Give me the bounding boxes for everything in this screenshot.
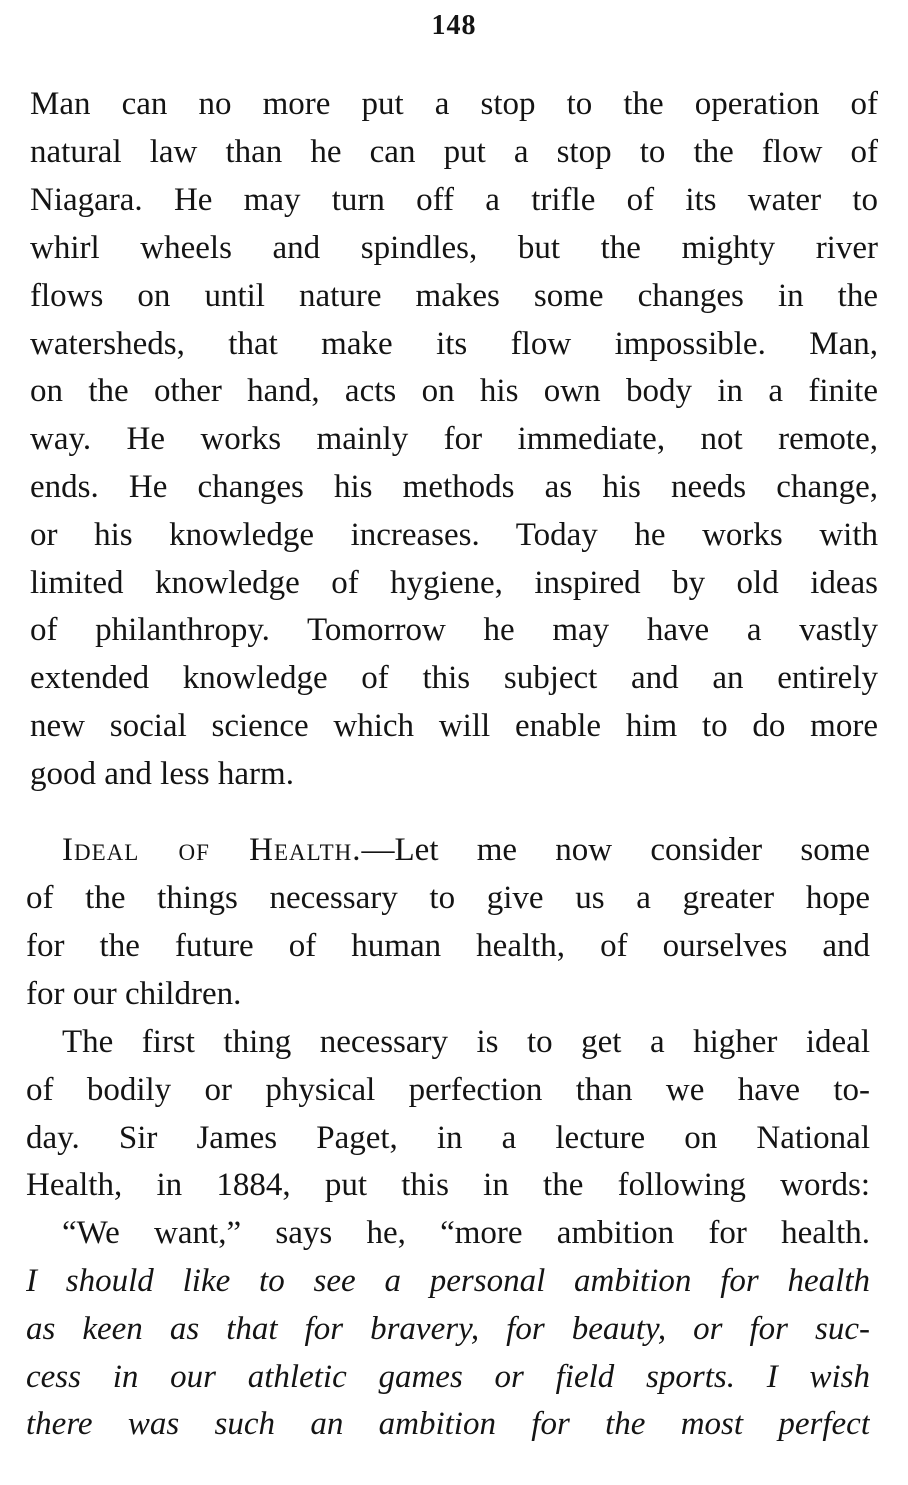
section-lead-text: Let me now consider some <box>394 832 870 868</box>
section-heading: Ideal of Health. <box>62 832 362 868</box>
text-line: of bodily or physical perfection than we have to- <box>26 1072 870 1108</box>
quote-first-line: “We want,” says he, “more ambition for health. <box>62 1215 870 1251</box>
text-line: for our children. <box>26 976 242 1012</box>
text-line: of the things necessary to give us a greater hope <box>26 880 870 916</box>
quote-italic-line: as keen as that for bravery, for beauty, or for suc- <box>26 1311 870 1347</box>
heading-dash: — <box>361 832 395 868</box>
quote-italic-line: there was such an ambition for the most perfect <box>26 1406 870 1442</box>
text-line: flows on until nature makes some changes in the <box>30 278 878 314</box>
text-line: of philanthropy. Tomorrow he may have a vastly <box>30 612 878 648</box>
text-line: Health, in 1884, put this in the following words: <box>26 1167 870 1203</box>
text-line: whirl wheels and spindles, but the mighty river <box>30 230 878 266</box>
text-line: extended knowledge of this subject and an entirely <box>30 660 878 696</box>
page-number: 148 <box>431 10 477 41</box>
text-line: The first thing necessary is to get a higher ideal <box>62 1024 870 1060</box>
section-first-line <box>62 826 870 874</box>
quote-italic-line: I should like to see a personal ambition for health <box>26 1263 870 1299</box>
text-line: ends. He changes his methods as his needs change, <box>30 469 878 505</box>
quote-italic-line: cess in our athletic games or field sports. I wish <box>26 1359 870 1395</box>
text-line: for the future of human health, of ourselves and <box>26 928 870 964</box>
text-line: day. Sir James Paget, in a lecture on National <box>26 1120 870 1156</box>
text-line: limited knowledge of hygiene, inspired by old ideas <box>30 565 878 601</box>
text-line: natural law than he can put a stop to the flow of <box>30 134 878 170</box>
text-line: new social science which will enable him to do more <box>30 708 878 744</box>
text-line: Niagara. He may turn off a trifle of its water to <box>30 182 878 218</box>
text-line: Man can no more put a stop to the operation of <box>30 86 878 122</box>
text-line: way. He works mainly for immediate, not remote, <box>30 421 878 457</box>
text-line: on the other hand, acts on his own body in a finite <box>30 373 878 409</box>
text-line: watersheds, that make its flow impossible. Man, <box>30 326 878 362</box>
text-line: or his knowledge increases. Today he works with <box>30 517 878 553</box>
text-line: good and less harm. <box>30 756 294 792</box>
